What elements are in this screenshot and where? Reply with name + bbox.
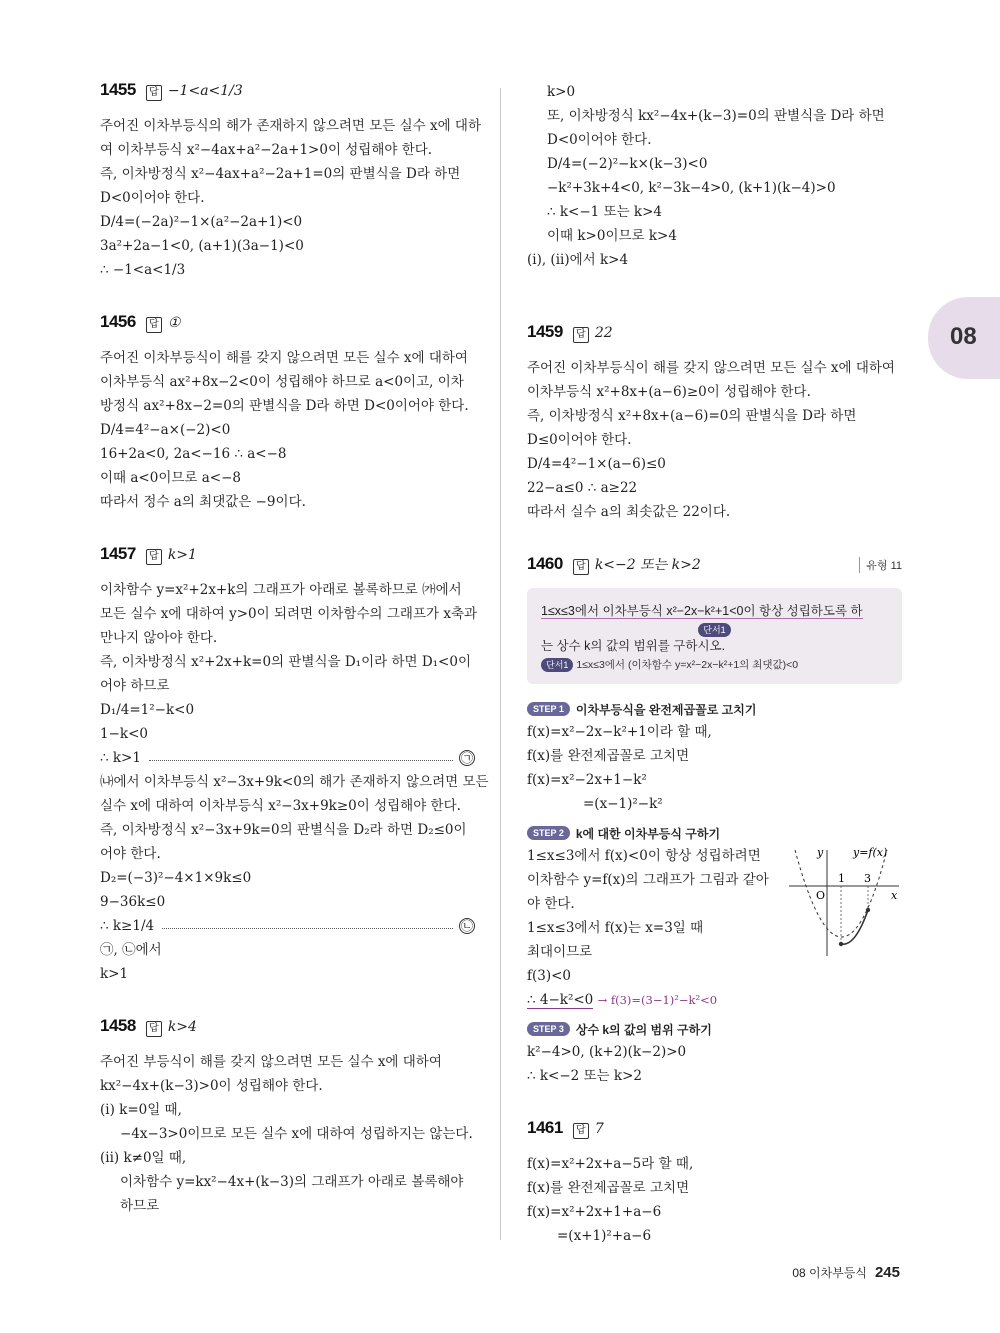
problem-number: 1457: [100, 544, 136, 563]
solution-line: [527, 988, 902, 1012]
solution-line: D/4=(−2)²−k×(k−3)<0: [547, 156, 708, 172]
problem-text: 는 상수 k의 값의 범위를 구하시오.: [541, 639, 726, 653]
y-label: y: [817, 846, 824, 859]
right-column: [527, 80, 902, 1278]
problem-number: 1461: [527, 1118, 563, 1137]
solution-line: 야 한다.: [527, 896, 575, 912]
mark-text: ∴ k≥1/4: [100, 918, 155, 934]
solution-line: 따라서 정수 a의 최댓값은 −9이다.: [100, 494, 306, 510]
answer-icon: 답: [146, 549, 162, 565]
x-label: x: [891, 889, 898, 902]
marked-line: [100, 914, 475, 938]
conclusion-text: ∴ 4−k²<0: [527, 992, 594, 1008]
solution-line: D<0이어야 한다.: [547, 132, 652, 148]
answer-icon: 답: [146, 85, 162, 101]
solution-line: −k²+3k+4<0, k²−3k−4>0, (k+1)(k−4)>0: [547, 180, 836, 196]
answer: −1<a<1/3: [167, 83, 243, 99]
solution-line: kx²−4x+(k−3)>0이 성립해야 한다.: [100, 1078, 323, 1094]
solution-line: (i), (ii)에서 k>4: [527, 252, 629, 268]
solution-line: f(x)를 완전제곱꼴로 고치면: [527, 1180, 690, 1196]
solution-line: 또, 이차방정식 kx²−4x+(k−3)=0의 판별식을 D라 하면: [547, 108, 885, 124]
answer: k>4: [167, 1019, 197, 1035]
answer: 7: [594, 1121, 604, 1137]
solution-line: 어야 한다.: [100, 846, 161, 862]
step-title: 이차부등식을 완전제곱꼴로 고치기: [575, 702, 757, 717]
solution-line: 이차부등식 x²+8x+(a−6)≥0이 성립해야 한다.: [527, 384, 811, 400]
annotation-note: → f(3)=(3−1)²−k²<0: [597, 993, 718, 1007]
solution-line: 즉, 이차방정식 x²−4ax+a²−2a+1=0의 판별식을 D라 하면: [100, 166, 461, 182]
circled-mark-icon: ㉠: [460, 751, 473, 765]
step-header: [527, 698, 902, 720]
solution-line: 이차함수 y=f(x)의 그래프가 그림과 같아: [527, 872, 769, 888]
problem-1458-part2: [527, 80, 902, 272]
solution-line: k²−4>0, (k+2)(k−2)>0: [527, 1044, 687, 1060]
solution-line: 이차함수 y=x²+2x+k의 그래프가 아래로 볼록하므로 ㈎에서: [100, 582, 462, 598]
solution-line: 1≤x≤3에서 f(x)<0이 항상 성립하려면: [527, 848, 761, 864]
hint-text: 1≤x≤3에서 (이차함수 y=x²−2x−k²+1의 최댓값)<0: [576, 659, 799, 671]
answer: k>1: [167, 547, 197, 563]
parabola-segment: [841, 910, 868, 944]
solution-line: D₂=(−3)²−4×1×9k≤0: [100, 870, 252, 886]
problem-number: 1458: [100, 1016, 136, 1035]
problem-1460: [527, 554, 902, 1088]
chapter-number: 08: [950, 323, 977, 350]
answer: ①: [167, 315, 181, 331]
solution-line: 주어진 이차부등식이 해를 갖지 않으려면 모든 실수 x에 대하여: [527, 360, 895, 376]
solution-line: D≤0이어야 한다.: [527, 432, 632, 448]
mark-text: ∴ k>1: [100, 750, 141, 766]
solution-line: 주어진 이차부등식의 해가 존재하지 않으려면 모든 실수 x에 대하: [100, 118, 482, 134]
answer-icon: 답: [146, 317, 162, 333]
solution-line: 22−a≤0 ∴ a≥22: [527, 480, 638, 496]
problem-1456: [100, 312, 475, 514]
solution-line: f(x)를 완전제곱꼴로 고치면: [527, 748, 690, 764]
circled-mark-icon: ㉡: [460, 919, 473, 933]
solution-line: k>0: [547, 84, 576, 100]
column-divider: [500, 88, 501, 1240]
solution-line: 9−36k≤0: [100, 894, 166, 910]
solution-line: 모든 실수 x에 대하여 y>0이 되려면 이차함수의 그래프가 x축과: [100, 606, 478, 622]
chapter-tab: [928, 297, 1000, 379]
step-header: [527, 822, 902, 844]
marked-line: [100, 746, 475, 770]
answer-icon: 답: [573, 327, 589, 343]
parabola-graph: [787, 844, 902, 964]
tick-3: 3: [864, 872, 871, 885]
solution-line: 이때 a<0이므로 a<−8: [100, 470, 241, 486]
solution-line: 이차부등식 ax²+8x−2<0이 성립해야 하므로 a<0이고, 이차: [100, 374, 464, 390]
solution-line: f(x)=x²−2x−k²+1이라 할 때,: [527, 724, 712, 740]
solution-line: 어야 하므로: [100, 678, 170, 694]
step2-content: [527, 844, 902, 1012]
page-number: 245: [874, 1264, 900, 1281]
solution-line: 주어진 부등식이 해를 갖지 않으려면 모든 실수 x에 대하여: [100, 1054, 442, 1070]
point-x3: [866, 908, 870, 912]
solution-line: 여 이차부등식 x²−4ax+a²−2a+1>0이 성립해야 한다.: [100, 142, 433, 158]
solution-line: D<0이어야 한다.: [100, 190, 205, 206]
solution-line: 즉, 이차방정식 x²−3x+9k=0의 판별식을 D₂라 하면 D₂≤0이: [100, 822, 467, 838]
problem-number: 1459: [527, 322, 563, 341]
solution-line: 이차함수 y=kx²−4x+(k−3)의 그래프가 아래로 볼록해야: [120, 1174, 464, 1190]
solution-line: 하므로: [120, 1198, 160, 1214]
solution-line: ㉠, ㉡에서: [100, 942, 162, 958]
answer-icon: 답: [146, 1021, 162, 1037]
origin-label: O: [816, 889, 826, 902]
solution-line: ∴ −1<a<1/3: [100, 262, 186, 278]
solution-line: f(x)=x²+2x+1+a−6: [527, 1204, 662, 1220]
solution-line: 1≤x≤3에서 f(x)는 x=3일 때: [527, 920, 704, 936]
solution-line: 이때 k>0이므로 k>4: [547, 228, 677, 244]
problem-1457: [100, 544, 489, 986]
dotted-leader: [162, 928, 453, 929]
answer-icon: 답: [573, 1123, 589, 1139]
problem-number: 1456: [100, 312, 136, 331]
step-badge: STEP 3: [527, 1022, 570, 1036]
solution-line: f(x)=x²+2x+a−5라 할 때,: [527, 1156, 694, 1172]
problem-text: 1≤x≤3에서 이차부등식 x²−2x−k²+1<0이 항상 성립하도록 하: [541, 604, 863, 618]
step-title: k에 대한 이차부등식 구하기: [575, 826, 721, 841]
solution-line: D/4=4²−1×(a−6)≤0: [527, 456, 666, 472]
dotted-leader: [149, 760, 453, 761]
solution-line: D₁/4=1²−k<0: [100, 702, 195, 718]
solution-line: −4x−3>0이므로 모든 실수 x에 대하여 성립하지는 않는다.: [120, 1126, 473, 1142]
answer: k<−2 또는 k>2: [594, 557, 701, 573]
step-header: [527, 1018, 902, 1040]
problem-1461: [527, 1118, 902, 1248]
type-tag: 유형 11: [859, 557, 902, 573]
step-badge: STEP 2: [527, 826, 570, 840]
problem-1459: [527, 322, 902, 524]
hint-label: 단서1: [541, 658, 573, 672]
chapter-label: 08 이차부등식: [792, 1266, 867, 1280]
hint-tag: 단서1: [698, 623, 730, 637]
hint-line: [541, 657, 888, 672]
problem-number: 1455: [100, 80, 136, 99]
solution-line: =(x−1)²−k²: [583, 796, 663, 812]
solution-line: 즉, 이차방정식 x²+8x+(a−6)=0의 판별식을 D라 하면: [527, 408, 857, 424]
solution-line: (ii) k≠0일 때,: [100, 1150, 187, 1166]
point-vertex: [839, 942, 843, 946]
left-column: [100, 80, 489, 1248]
solution-line: 1−k<0: [100, 726, 148, 742]
answer: 22: [594, 325, 613, 341]
solution-line: 즉, 이차방정식 x²+2x+k=0의 판별식을 D₁이라 하면 D₁<0이: [100, 654, 471, 670]
solution-line: 방정식 ax²+8x−2=0의 판별식을 D라 하면 D<0이어야 한다.: [100, 398, 469, 414]
solution-line: D/4=(−2a)²−1×(a²−2a+1)<0: [100, 214, 303, 230]
solution-line: ∴ k<−1 또는 k>4: [547, 204, 663, 220]
curve-label: y=f(x): [853, 846, 888, 859]
solution-line: f(x)=x²−2x+1−k²: [527, 772, 647, 788]
solution-line: 따라서 실수 a의 최솟값은 22이다.: [527, 504, 731, 520]
page-footer: [792, 1264, 900, 1282]
problem-number: 1460: [527, 554, 563, 573]
solution-line: 최대이므로: [527, 944, 593, 960]
problem-statement-box: [527, 588, 902, 684]
solution-line: 실수 x에 대하여 이차부등식 x²−3x+9k≥0이 성립해야 한다.: [100, 798, 461, 814]
solution-line: D/4=4²−a×(−2)<0: [100, 422, 231, 438]
solution-line: 주어진 이차부등식이 해를 갖지 않으려면 모든 실수 x에 대하여: [100, 350, 468, 366]
solution-line: 만나지 않아야 한다.: [100, 630, 218, 646]
answer-icon: 답: [573, 559, 589, 575]
step-badge: STEP 1: [527, 702, 570, 716]
solution-line: ∴ k<−2 또는 k>2: [527, 1068, 643, 1084]
tick-1: 1: [838, 872, 845, 885]
solution-line: k>1: [100, 966, 129, 982]
solution-line: f(3)<0: [527, 968, 572, 984]
step-title: 상수 k의 값의 범위 구하기: [575, 1022, 712, 1037]
problem-1455: [100, 80, 482, 282]
solution-line: 16+2a<0, 2a<−16 ∴ a<−8: [100, 446, 287, 462]
problem-1458-part1: [100, 1016, 475, 1218]
solution-line: 3a²+2a−1<0, (a+1)(3a−1)<0: [100, 238, 304, 254]
solution-line: (i) k=0일 때,: [100, 1102, 182, 1118]
solution-line: =(x+1)²+a−6: [557, 1228, 652, 1244]
solution-line: ㈏에서 이차부등식 x²−3x+9k<0의 해가 존재하지 않으려면 모든: [100, 774, 489, 790]
